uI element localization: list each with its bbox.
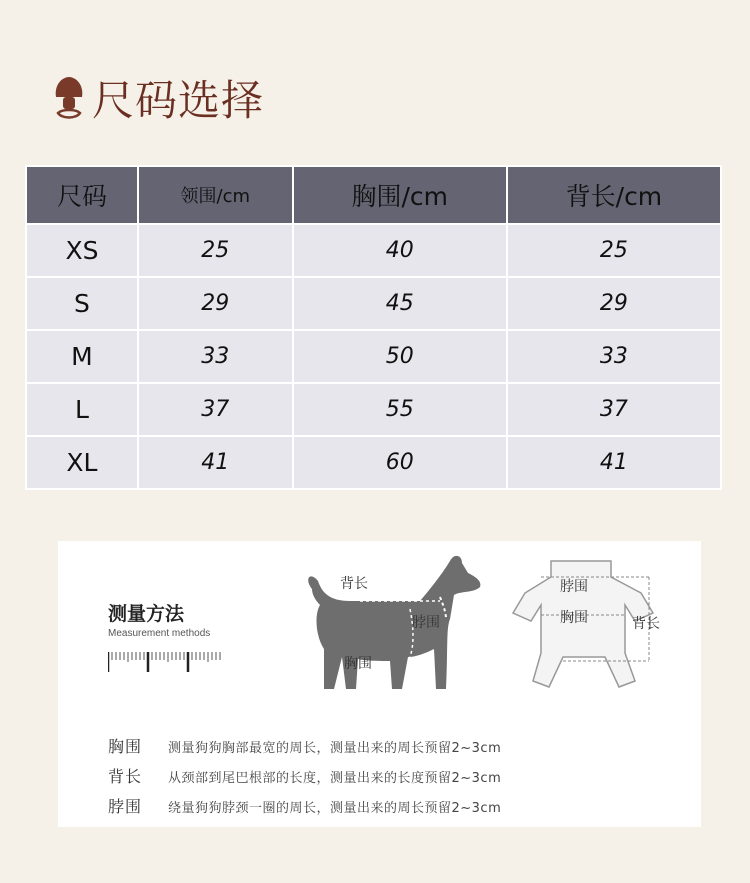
desc-row-back — [108, 764, 501, 787]
header-size: 尺码 — [27, 167, 137, 223]
size-cell: L — [27, 384, 137, 435]
shirt-label-back: 背长 — [632, 616, 660, 632]
header-back: 背长/cm — [508, 167, 720, 223]
page-header — [52, 68, 264, 128]
table-header-row — [27, 167, 720, 223]
dog-label-chest: 胸围 — [344, 656, 372, 672]
table-row — [27, 225, 720, 276]
shirt-label-neck: 脖围 — [560, 579, 588, 595]
table-row — [27, 384, 720, 435]
desc-term: 脖围 — [108, 797, 143, 816]
table-row — [27, 278, 720, 329]
table-row — [27, 437, 720, 488]
measurement-guide — [58, 541, 701, 827]
mushroom-icon — [52, 73, 86, 123]
header-chest: 胸围/cm — [294, 167, 506, 223]
desc-text: 从颈部到尾巴根部的长度，测量出来的长度预留2~3cm — [168, 771, 502, 786]
chest-cell: 55 — [294, 384, 506, 435]
neck-cell: 41 — [139, 437, 292, 488]
neck-cell: 29 — [139, 278, 292, 329]
page-title: 尺码选择 — [92, 76, 265, 125]
back-cell: 25 — [508, 225, 720, 276]
desc-text: 测量狗狗胸部最宽的周长，测量出来的周长预留2~3cm — [168, 741, 502, 756]
shirt-label-chest: 胸围 — [560, 610, 588, 626]
dog-label-neck: 脖围 — [412, 615, 440, 631]
size-cell: S — [27, 278, 137, 329]
header-neck: 领围/cm — [139, 167, 292, 223]
neck-cell: 37 — [139, 384, 292, 435]
ruler-icon — [108, 646, 223, 672]
size-cell: XL — [27, 437, 137, 488]
neck-cell: 33 — [139, 331, 292, 382]
size-cell: M — [27, 331, 137, 382]
desc-term: 背长 — [108, 767, 143, 786]
size-table — [25, 165, 722, 490]
desc-row-chest — [108, 734, 501, 757]
back-cell: 33 — [508, 331, 720, 382]
guide-title: 测量方法 — [108, 603, 185, 625]
size-cell: XS — [27, 225, 137, 276]
back-cell: 29 — [508, 278, 720, 329]
guide-subtitle: Measurement methods — [108, 628, 211, 639]
dog-diagram — [290, 549, 490, 699]
chest-cell: 40 — [294, 225, 506, 276]
chest-cell: 50 — [294, 331, 506, 382]
back-cell: 41 — [508, 437, 720, 488]
desc-text: 绕量狗狗脖颈一圈的周长，测量出来的周长预留2~3cm — [168, 801, 502, 816]
desc-row-neck — [108, 794, 501, 817]
table-row — [27, 331, 720, 382]
desc-term: 胸围 — [108, 737, 143, 756]
chest-cell: 60 — [294, 437, 506, 488]
back-cell: 37 — [508, 384, 720, 435]
dog-label-back: 背长 — [340, 576, 368, 592]
neck-cell: 25 — [139, 225, 292, 276]
chest-cell: 45 — [294, 278, 506, 329]
